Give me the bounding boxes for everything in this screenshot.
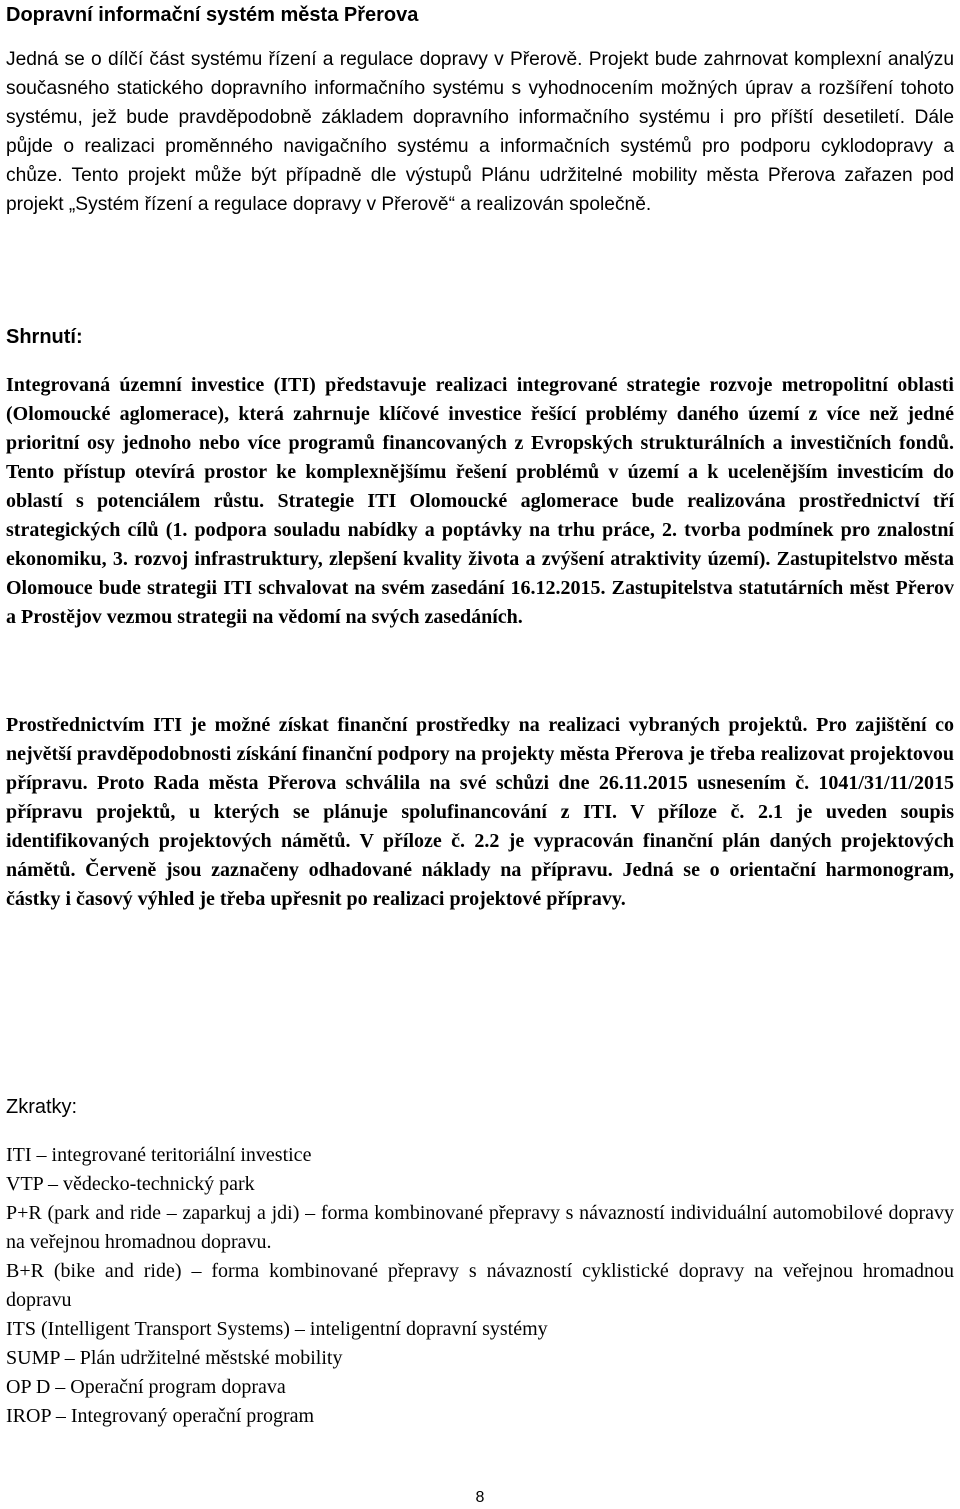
intro-paragraph: Jedná se o dílčí část systému řízení a regulace dopravy v Přerově. Projekt bude zahrnovat komplexní analýzu současného statického dopravního informačního systému s vyhodnocením možných úprav a rozšíření tohoto systému, jež bude pravděpodobně základem dopravního informačního systému i pro příští desetiletí. Dále půjde o realizaci proměnného navigačního systému a informačních systémů pro podporu cyklodopravy a chůze. Tento projekt může být případně dle výstupů Plánu udržitelné mobility města Přerova zařazen pod projekt „Systém řízení a regulace dopravy v Přerově“ a realizován společně. [6,49,954,215]
abbreviations-heading: Zkratky: [6,1096,78,1118]
summary-paragraph-projects: Prostřednictvím ITI je možné získat finanční prostředky na realizaci vybraných projektů. Pro zajištění co největší pravděpodobnosti získání finanční podpory na projekty města Přerova je třeba realizovat projektovou přípravu. Proto Rada města Přerova schválila na své schůzi dne 26.11.2015 usnesením č. 1041/31/11/2015 přípravu projektů, u kterých se plánuje spolufinancování z ITI. V příloze č. 2.1 je uveden soupis identifikovaných projektových námětů. V příloze č. 2.2 je vypracován finanční plán daných projektových námětů. Červeně jsou zaznačeny odhadované náklady na přípravu. Jedná se o orientační harmonogram, částky i časový výhled je třeba upřesnit po realizaci projektové přípravy. [6,714,954,910]
abbreviation-item: VTP – vědecko-technický park [6,1173,255,1195]
abbreviation-item: IROP – Integrovaný operační program [6,1405,315,1427]
abbreviation-item: ITI – integrované teritoriální investice [6,1144,312,1166]
abbreviation-item: OP D – Operační program doprava [6,1376,286,1398]
abbreviations-list [6,1141,954,1431]
page-number: 8 [475,1489,485,1506]
summary-paragraph-iti: Integrovaná územní investice (ITI) představuje realizaci integrované strategie rozvoje metropolitní oblasti (Olomoucké aglomerace), která zahrnuje klíčové investice řešící problémy daného území z více než jedné prioritní osy jednoho nebo více programů financovaných z Evropských strukturálních a investičních fondů. Tento přístup otevírá prostor ke komplexnějšímu řešení problémů v území a k ucelenějším investicím do oblastí s potenciálem růstu. Strategie ITI Olomoucké aglomerace bude realizována prostřednictví tří strategických cílů (1. podpora souladu nabídky a poptávky na trhu práce, 2. tvorba podmínek pro znalostní ekonomiku, 3. rozvoj infrastruktury, zlepšení kvality života a zvýšení atraktivity území). Zastupitelstvo města Olomouce bude strategii ITI schvalovat na svém zasedání 16.12.2015. Zastupitelstva statutárních měst Přerov a Prostějov vezmou strategii na vědomí na svých zasedáních. [6,374,954,628]
summary-heading: Shrnutí: [6,326,83,348]
document-title: Dopravní informační systém města Přerova [6,4,419,26]
abbreviation-item: ITS (Intelligent Transport Systems) – inteligentní dopravní systémy [6,1318,548,1340]
abbreviation-item: P+R (park and ride – zaparkuj a jdi) – forma kombinované přepravy s návazností individuální automobilové dopravy na veřejnou hromadnou dopravu. [6,1202,954,1253]
abbreviation-item: B+R (bike and ride) – forma kombinované přepravy s návazností cyklistické dopravy na veřejnou hromadnou dopravu [6,1260,954,1311]
abbreviation-item: SUMP – Plán udržitelné městské mobility [6,1347,343,1369]
